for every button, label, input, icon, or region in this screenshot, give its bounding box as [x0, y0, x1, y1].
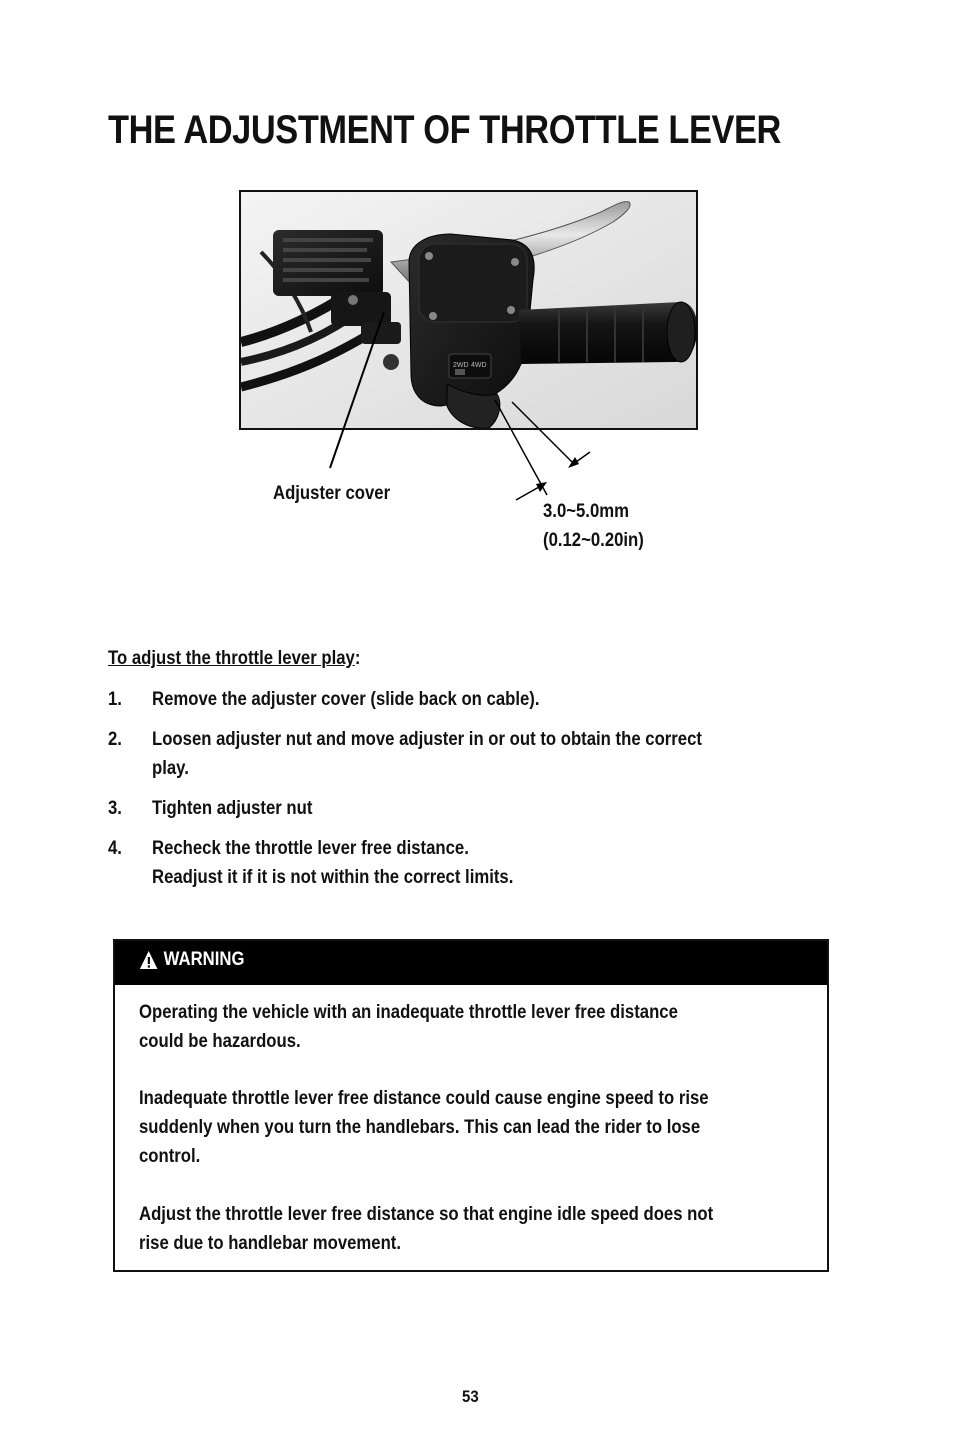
free-play-in: (0.12~0.20in) — [543, 530, 644, 551]
switch-label-4wd: 4WD — [471, 362, 487, 369]
warning-label: WARNING — [163, 949, 245, 970]
step-line: Tighten adjuster nut — [152, 798, 313, 819]
warning-line: suddenly when you turn the handlebars. This can lead the rider to lose — [139, 1117, 701, 1138]
step-text — [152, 685, 821, 714]
step-line: Remove the adjuster cover (slide back on cable). — [152, 689, 540, 710]
warning-line: control. — [139, 1146, 201, 1167]
procedure-heading-text: To adjust the throttle lever play — [108, 648, 355, 669]
warning-line: could be hazardous. — [139, 1031, 301, 1052]
warning-paragraph-3 — [139, 1200, 822, 1258]
step-number: 4. — [108, 838, 122, 859]
warning-triangle-icon — [139, 949, 158, 971]
warning-paragraph-1 — [139, 998, 822, 1056]
warning-line: Adjust the throttle lever free distance so that engine idle speed does not — [139, 1204, 714, 1225]
procedure-heading — [108, 648, 360, 670]
warning-line: rise due to handlebar movement. — [139, 1233, 402, 1254]
warning-line: Inadequate throttle lever free distance could cause engine speed to rise — [139, 1088, 709, 1109]
step-line: Readjust it if it is not within the correct limits. — [152, 867, 514, 888]
step-number: 2. — [108, 729, 122, 750]
page-number: 53 — [462, 1387, 479, 1406]
adjuster-cover-callout: Adjuster cover — [273, 483, 391, 504]
warning-line: Operating the vehicle with an inadequate throttle lever free distance — [139, 1002, 678, 1023]
handlebar-illustration — [241, 192, 698, 430]
free-play-mm: 3.0~5.0mm — [543, 501, 629, 522]
step-number: 3. — [108, 798, 122, 819]
step-number: 1. — [108, 689, 122, 710]
warning-paragraph-2 — [139, 1084, 822, 1171]
warning-box — [113, 939, 829, 1272]
throttle-lever-photo — [239, 190, 698, 430]
step-text — [152, 834, 821, 892]
step-line: Loosen adjuster nut and move adjuster in or out to obtain the correct — [152, 729, 702, 750]
step-line: Recheck the throttle lever free distance. — [152, 838, 469, 859]
page-title: THE ADJUSTMENT OF THROTTLE LEVER — [108, 108, 781, 152]
step-text — [152, 794, 821, 823]
step-line: play. — [152, 758, 189, 779]
free-play-callout — [543, 497, 644, 555]
step-text — [152, 725, 821, 783]
switch-label-2wd: 2WD — [453, 362, 469, 369]
procedure-heading-colon: : — [354, 648, 361, 669]
warning-header — [115, 941, 827, 985]
